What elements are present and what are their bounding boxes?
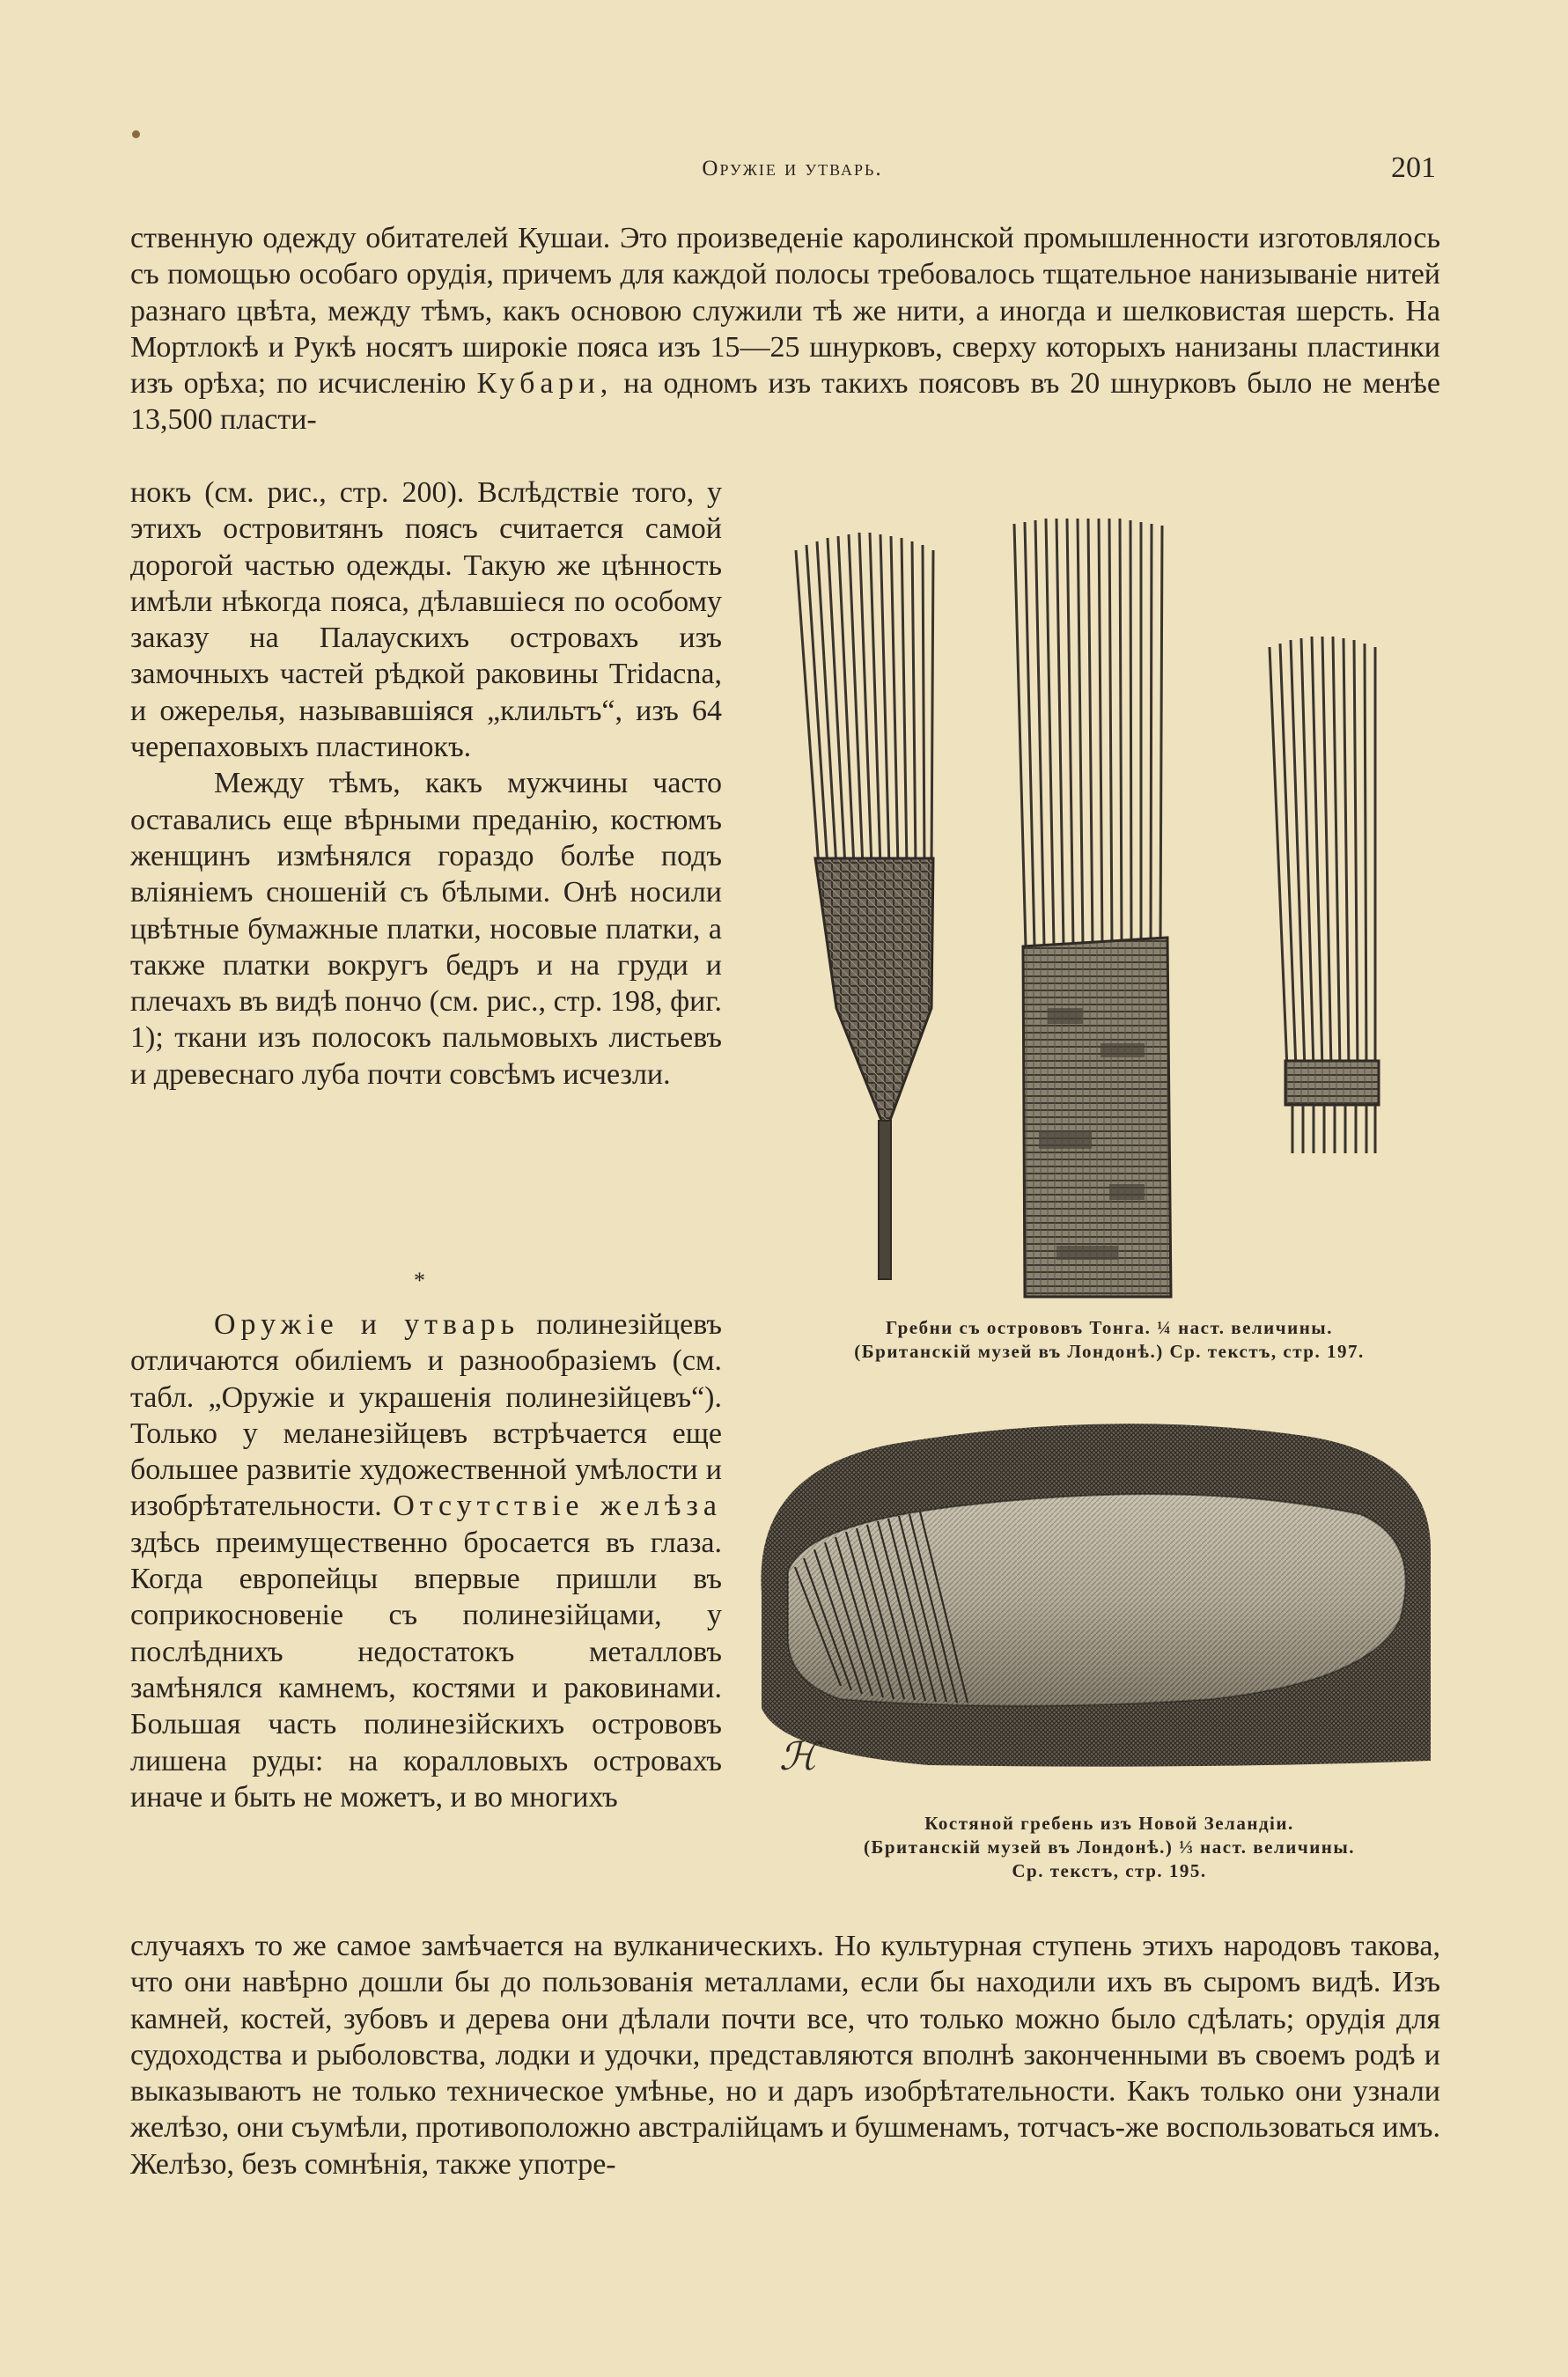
- caption-line: Ср. текстъ, стр. 195.: [1012, 1860, 1207, 1881]
- running-title: Оружіе и утварь.: [702, 157, 883, 180]
- paper-speck: [132, 130, 140, 138]
- running-head: [0, 151, 1568, 192]
- paragraph-1-continued: нокъ (см. рис., стр. 200). Вслѣдствіе того, у этихъ островитянъ поясъ считается самой дорогой частью одежды. Такую же цѣнность имѣли нѣкогда пояса, дѣлавшіеся по особому заказу на Палаускихъ островахъ изъ замочныхъ частей рѣдкой раковины Tridacna, и ожерелья, называвшіяся „клильтъ“, изъ 64 черепаховыхъ пластинокъ.: [130, 476, 722, 764]
- bone-comb-engraving: [753, 1417, 1439, 1787]
- page-number: 201: [1391, 151, 1436, 184]
- section-heading-inline: Оружіе и утварь: [214, 1308, 520, 1341]
- comb-middle: [1014, 519, 1171, 1297]
- tonga-combs-engraving: [784, 515, 1435, 1307]
- caption-line: Гребни съ острововъ Тонга. ¼ наст. величины.: [886, 1317, 1333, 1338]
- emphasized-phrase: Отсутствіе желѣза: [393, 1490, 722, 1523]
- emphasized-name: Кубари,: [476, 367, 614, 401]
- bone-comb-caption: [775, 1812, 1444, 1883]
- left-column-text-2: [130, 1306, 722, 1815]
- paragraph-text: ственную одежду обитателей Кушаи. Это произведеніе каролинской промышленности изготовлялось съ помощью особаго орудія, причемъ для каждой полосы требовалось тщательное нанизываніе нитей разнаго цвѣта, между тѣмъ, какъ основою служили тѣ же нити, а иногда и шелковистая шерсть. На Мортлокѣ и Рукѣ носятъ широкіе пояса изъ 15—25 шнурковъ, сверху которыхъ нанизаны пластинки изъ орѣха; по исчисленію: [130, 222, 1440, 401]
- paragraph-text: на одномъ изъ такихъ поясовъ въ 20 шнурковъ было не менѣе 13,500 пласти-: [130, 367, 1440, 437]
- left-column-text: [130, 475, 722, 1093]
- comb-left: [796, 533, 933, 1279]
- paragraph-text: здѣсь преимущественно бросается въ глаза. Когда европейцы впервые пришли въ соприкосновеніе съ полинезійцами, у послѣднихъ недостатокъ металловъ замѣнялся камнемъ, костями и раковинами. Большая часть полинезійскихъ острововъ лишена руды: на коралловыхъ островахъ иначе и быть не можетъ, и во многихъ: [130, 1526, 722, 1814]
- paragraph-text: полинезійцевъ отличаются обиліемъ и разнообразіемъ (см. табл. „Оружіе и украшенія полинезійцевъ“). Только у меланезійцевъ встрѣчается еще большее развитіе художественной умѣлости и изобрѣтательности.: [130, 1308, 722, 1523]
- paragraph-3-full-width: [130, 1928, 1440, 2182]
- engraver-monogram: ℋ: [779, 1734, 818, 1779]
- comb-right: [1270, 637, 1379, 1153]
- caption-line: (Британскій музей въ Лондонѣ.) ⅓ наст. величины.: [863, 1836, 1356, 1858]
- paragraph-2: Между тѣмъ, какъ мужчины часто оставались еще вѣрными преданію, костюмъ женщинъ измѣнялся гораздо болѣе подъ вліяніемъ сношеній съ бѣлыми. Онѣ носили цвѣтные бумажные платки, носовые платки, а также платки вокругъ бедръ и на груди и плечахъ въ видѣ пончо (см. рис., стр. 198, фиг. 1); ткани изъ полосокъ пальмовыхъ листьевъ и древеснаго луба почти совсѣмъ исчезли.: [130, 767, 722, 1091]
- caption-line: Костяной гребень изъ Новой Зеландіи.: [924, 1813, 1294, 1834]
- section-separator: *: [414, 1268, 425, 1293]
- caption-line: (Британскій музей въ Лондонѣ.) Ср. текстъ, стр. 197.: [854, 1341, 1365, 1362]
- paragraph-1-full-width: [130, 220, 1440, 438]
- bone-comb: [788, 1494, 1406, 1705]
- paragraph-text: случаяхъ то же самое замѣчается на вулканическихъ. Но культурная ступень этихъ народовъ такова, что они навѣрно дошли бы до пользованія металлами, если бы находили ихъ въ сыромъ видѣ. Изъ камней, костей, зубовъ и дерева они дѣлали почти все, что только можно было сдѣлать; орудія для судоходства и рыболовства, лодки и удочки, представляются вполнѣ законченными въ своемъ родѣ и выказываютъ не только техническое умѣнье, но и даръ изобрѣтательности. Какъ только они узнали желѣзо, они съумѣли, противоположно австралійцамъ и бушменамъ, тотчасъ-же воспользоваться имъ. Желѣзо, безъ сомнѣнія, также употре-: [130, 1930, 1440, 2181]
- combs-caption: [775, 1316, 1444, 1364]
